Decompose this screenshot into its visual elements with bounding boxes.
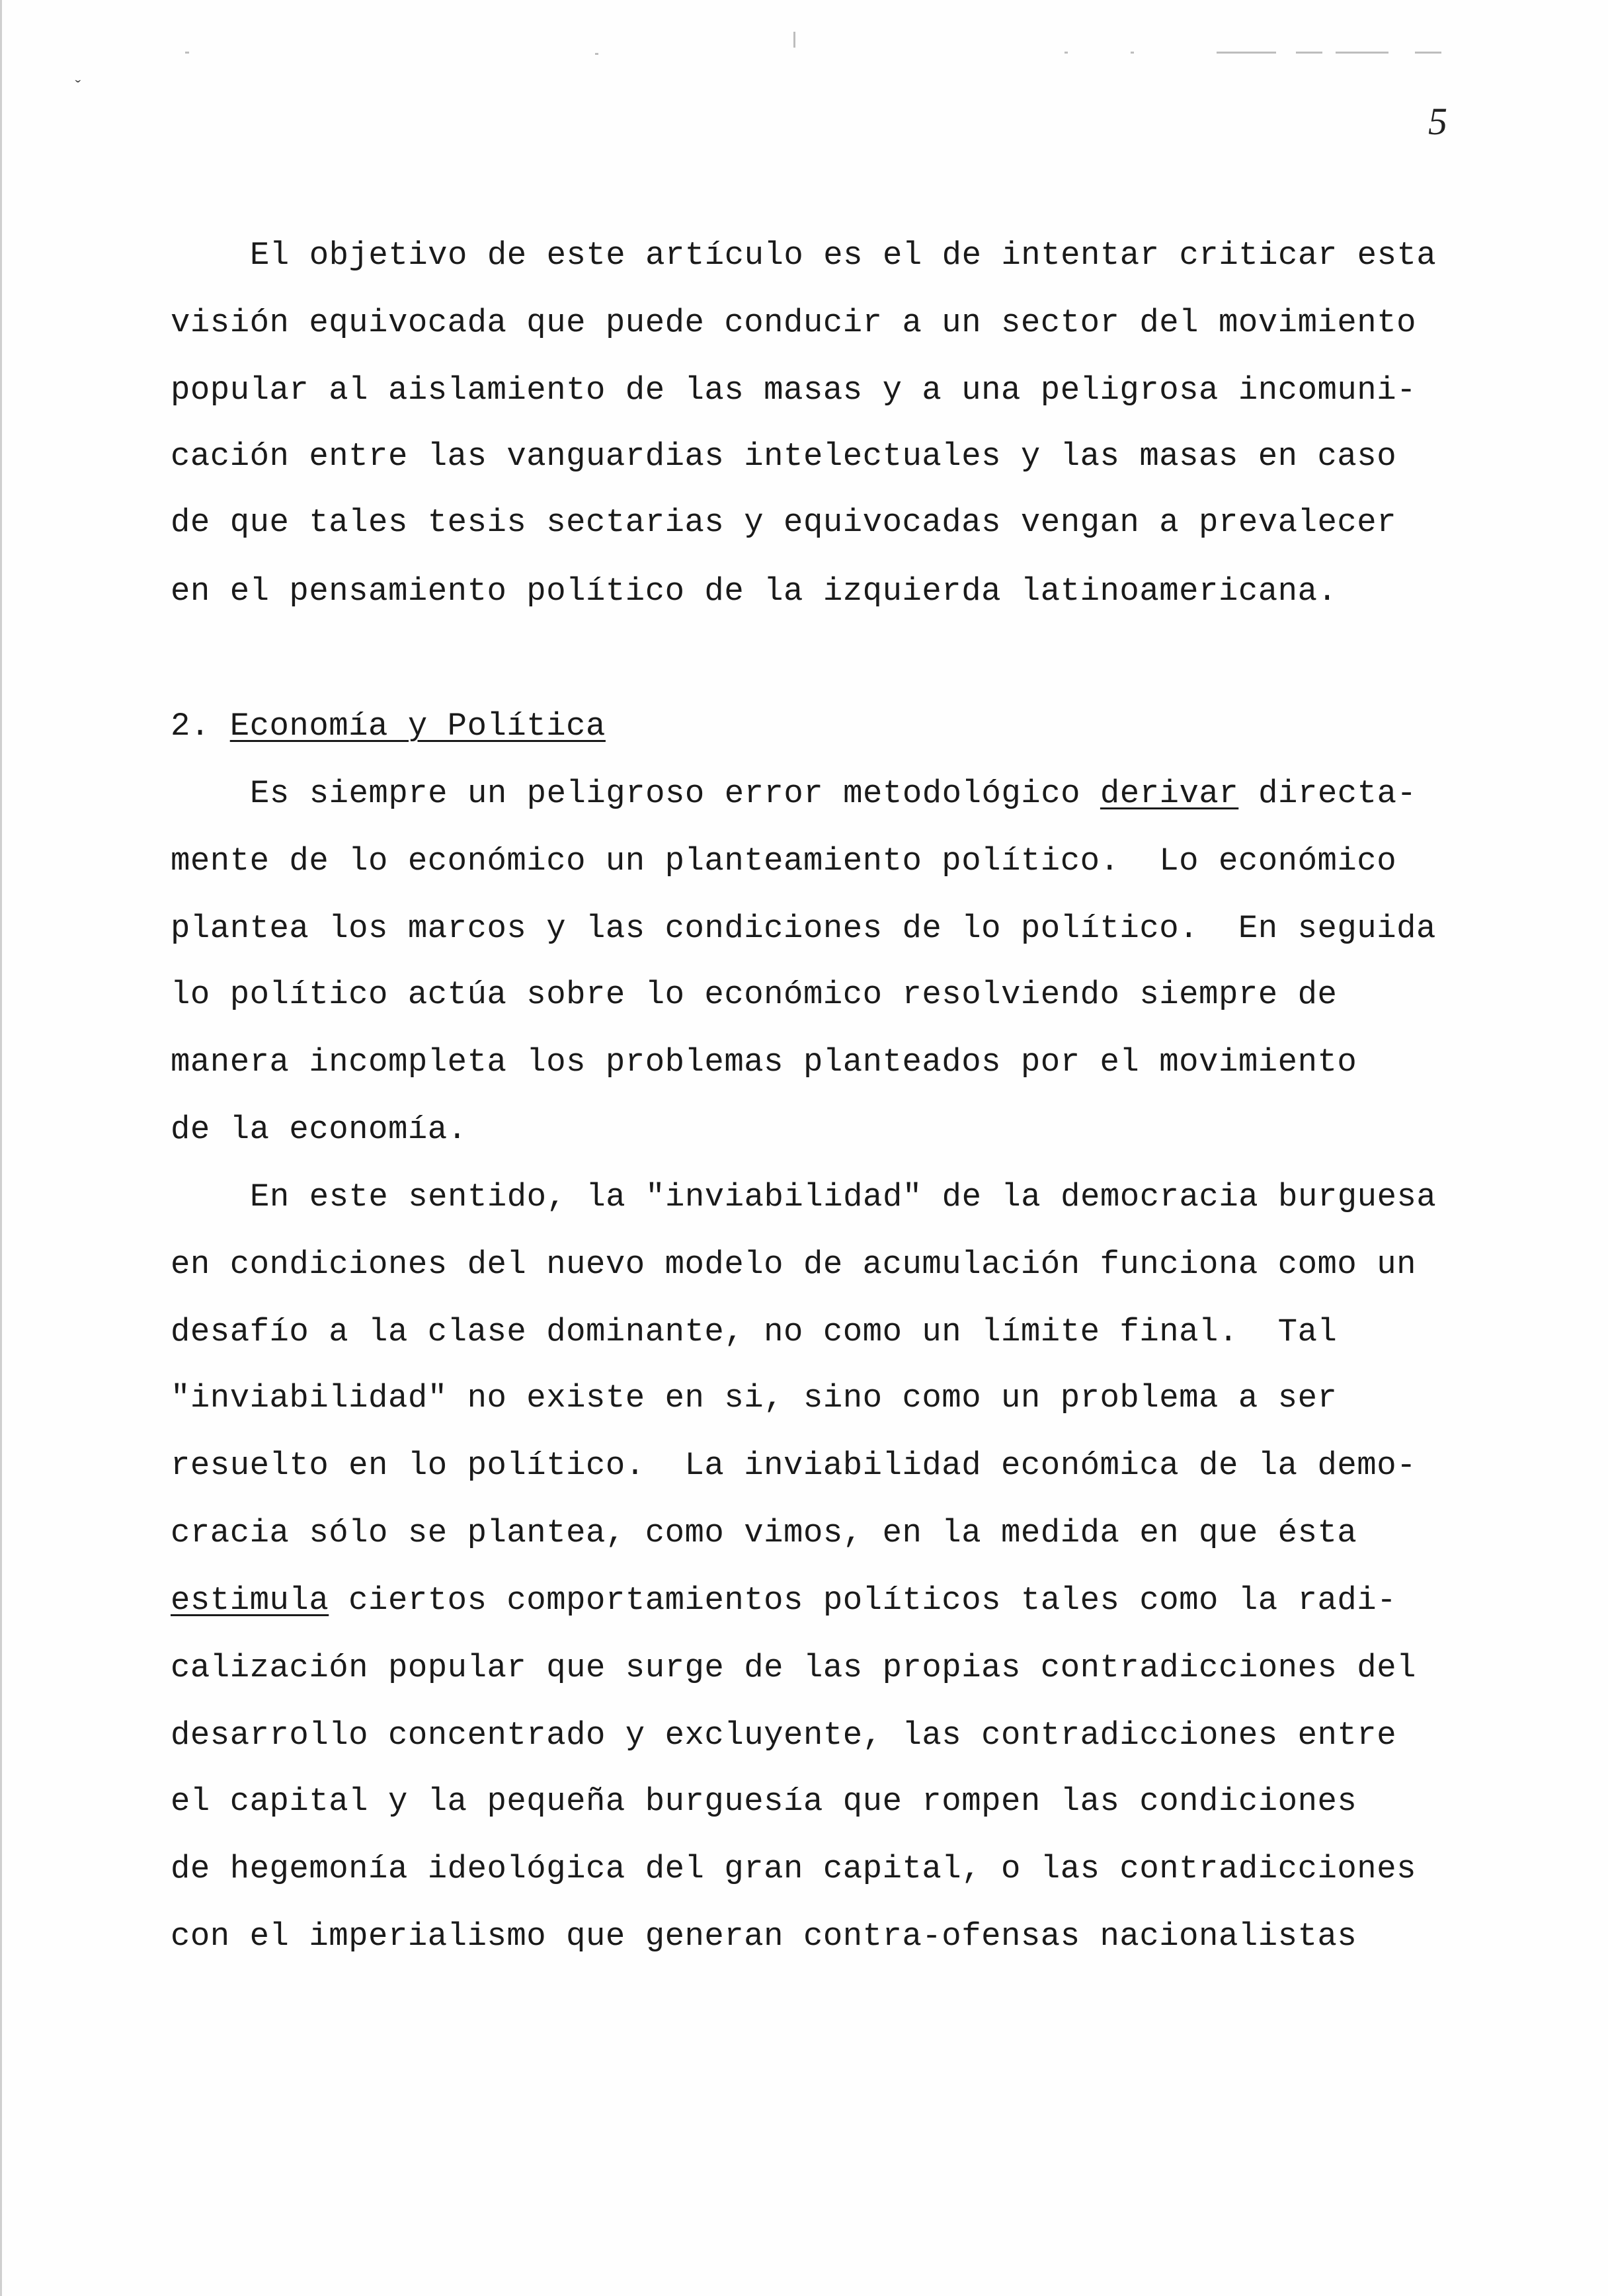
paragraph-3-line-10: el capital y la pequeña burguesía que rompen las condiciones bbox=[171, 1783, 1357, 1820]
paragraph-2-line-1-start: Es siempre un peligroso error metodológico bbox=[250, 775, 1100, 812]
paragraph-3-line-8: calización popular que surge de las propias contradicciones del bbox=[171, 1649, 1417, 1686]
paragraph-1-line-6: en el pensamiento político de la izquierda latinoamericana. bbox=[171, 573, 1338, 610]
paragraph-3-line-4: "inviabilidad" no existe en si, sino como un problema a ser bbox=[171, 1379, 1338, 1416]
section-number: 2. bbox=[171, 708, 210, 745]
paragraph-2-line-6: de la economía. bbox=[171, 1111, 467, 1148]
paragraph-2-line-5: manera incompleta los problemas planteados por el movimiento bbox=[171, 1044, 1357, 1081]
stray-mark: ˇ bbox=[73, 78, 83, 98]
section-heading bbox=[171, 710, 606, 743]
paragraph-1-line-2: visión equivocada que puede conducir a un sector del movimiento bbox=[171, 304, 1417, 341]
paragraph-3-line-9: desarrollo concentrado y excluyente, las contradicciones entre bbox=[171, 1717, 1397, 1754]
underlined-word-derivar: derivar bbox=[1100, 775, 1239, 812]
paragraph-1-line-1: El objetivo de este artículo es el de intentar criticar esta bbox=[250, 237, 1437, 274]
paragraph-3-line-5: resuelto en lo político. La inviabilidad económica de la demo- bbox=[171, 1447, 1417, 1484]
paragraph-3-line-7-end: ciertos comportamientos políticos tales como la radi- bbox=[329, 1582, 1397, 1619]
paragraph-2-line-4: lo político actúa sobre lo económico resolviendo siempre de bbox=[171, 976, 1338, 1013]
paragraph-3-line-1: En este sentido, la "inviabilidad" de la democracia burguesa bbox=[250, 1178, 1437, 1215]
paragraph-3-line-3: desafío a la clase dominante, no como un límite final. Tal bbox=[171, 1313, 1338, 1350]
paragraph-1-line-4: cación entre las vanguardias intelectuales y las masas en caso bbox=[171, 438, 1397, 475]
paragraph-1-line-3: popular al aislamiento de las masas y a una peligrosa incomuni- bbox=[171, 372, 1417, 409]
paragraph-2-line-1 bbox=[250, 775, 1417, 812]
scan-noise-marks bbox=[185, 38, 1402, 58]
paragraph-2-line-2: mente de lo económico un planteamiento político. Lo económico bbox=[171, 842, 1397, 880]
paragraph-3-line-6: cracia sólo se plantea, como vimos, en la medida en que ésta bbox=[171, 1514, 1357, 1551]
paragraph-3-line-12: con el imperialismo que generan contra-ofensas nacionalistas bbox=[171, 1918, 1357, 1955]
paragraph-2-line-1-end: directa- bbox=[1238, 775, 1417, 812]
paragraph-1-line-5: de que tales tesis sectarias y equivocadas vengan a prevalecer bbox=[171, 504, 1397, 541]
scan-edge bbox=[0, 0, 2, 2296]
page-number: 5 bbox=[1428, 100, 1447, 143]
paragraph-3-line-11: de hegemonía ideológica del gran capital, o las contradicciones bbox=[171, 1850, 1417, 1887]
paragraph-3-line-2: en condiciones del nuevo modelo de acumulación funciona como un bbox=[171, 1246, 1417, 1283]
paragraph-2-line-3: plantea los marcos y las condiciones de lo político. En seguida bbox=[171, 910, 1436, 947]
underlined-word-estimula: estimula bbox=[171, 1582, 329, 1619]
section-title: Economía y Política bbox=[229, 708, 606, 745]
paragraph-3-line-7 bbox=[171, 1584, 1396, 1617]
